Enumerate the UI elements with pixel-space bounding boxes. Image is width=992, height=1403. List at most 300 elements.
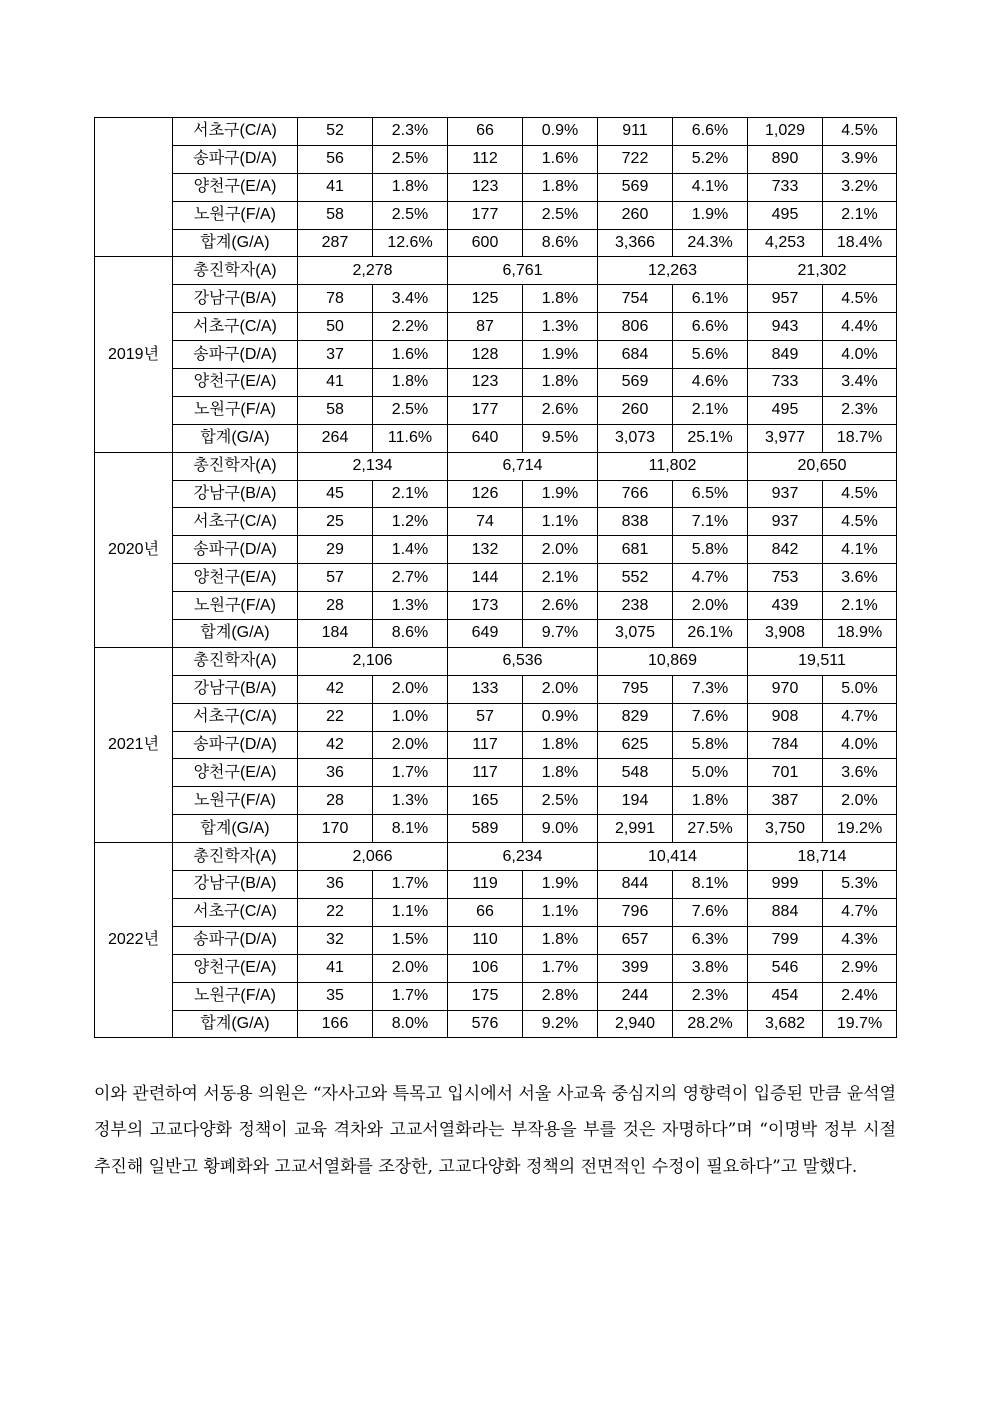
table-row (95, 536, 897, 564)
table-row (95, 871, 897, 899)
value-cell: 495 (748, 201, 823, 229)
value-cell: 56 (298, 145, 373, 173)
value-cell: 1.9% (673, 201, 748, 229)
table-row (95, 1010, 897, 1038)
value-cell: 45 (298, 480, 373, 508)
value-cell: 806 (598, 313, 673, 341)
value-cell: 4.0% (823, 341, 897, 369)
value-cell: 8.0% (373, 1010, 448, 1038)
value-cell: 26.1% (673, 620, 748, 648)
value-cell: 799 (748, 926, 823, 954)
value-cell: 19.2% (823, 815, 897, 843)
value-cell: 649 (448, 620, 523, 648)
value-cell: 908 (748, 703, 823, 731)
value-cell: 52 (298, 118, 373, 146)
district-label: 송파구(D/A) (173, 536, 298, 564)
value-cell: 2,940 (598, 1010, 673, 1038)
value-cell: 2.6% (523, 396, 598, 424)
total-label: 총진학자(A) (173, 843, 298, 871)
value-cell: 2.0% (823, 787, 897, 815)
body-paragraph: 이와 관련하여 서동용 의원은 “자사고와 특목고 입시에서 서울 사교육 중심지의 영향력이 입증된 만큼 윤석열 정부의 고교다양화 정책이 교육 격차와 고교서열화라는 부작용을 부를 것은 자명하다”며 “이명박 정부 시절 추진해 일반고 황폐화와 고교서열화를 조장한, 고교다양화 정책의 전면적인 수정이 필요하다”고 말했다. (94, 1084, 896, 1177)
total-label: 총진학자(A) (173, 452, 298, 480)
value-cell: 3,750 (748, 815, 823, 843)
value-cell: 18.7% (823, 424, 897, 452)
district-label: 양천구(E/A) (173, 759, 298, 787)
value-cell: 170 (298, 815, 373, 843)
district-label: 서초구(C/A) (173, 313, 298, 341)
value-cell: 842 (748, 536, 823, 564)
value-cell: 1.6% (523, 145, 598, 173)
value-cell: 722 (598, 145, 673, 173)
table-row (95, 731, 897, 759)
value-cell: 66 (448, 118, 523, 146)
value-cell: 6.3% (673, 926, 748, 954)
value-cell: 5.0% (673, 759, 748, 787)
value-cell: 11.6% (373, 424, 448, 452)
value-cell: 2,991 (598, 815, 673, 843)
value-cell: 884 (748, 898, 823, 926)
table-row (95, 815, 897, 843)
value-cell: 2.5% (373, 201, 448, 229)
value-cell: 733 (748, 369, 823, 397)
value-cell: 110 (448, 926, 523, 954)
total-value-cell: 2,278 (298, 257, 448, 285)
value-cell: 41 (298, 954, 373, 982)
value-cell: 1.8% (523, 173, 598, 201)
value-cell: 260 (598, 396, 673, 424)
value-cell: 126 (448, 480, 523, 508)
value-cell: 2.9% (823, 954, 897, 982)
value-cell: 1.8% (523, 369, 598, 397)
total-value-cell: 21,302 (748, 257, 897, 285)
total-value-cell: 10,414 (598, 843, 748, 871)
total-value-cell: 12,263 (598, 257, 748, 285)
value-cell: 2.5% (523, 787, 598, 815)
value-cell: 1.7% (373, 871, 448, 899)
table-row (95, 898, 897, 926)
value-cell: 42 (298, 675, 373, 703)
value-cell: 2.2% (373, 313, 448, 341)
value-cell: 19.7% (823, 1010, 897, 1038)
value-cell: 3.6% (823, 564, 897, 592)
district-label: 양천구(E/A) (173, 369, 298, 397)
value-cell: 36 (298, 759, 373, 787)
value-cell: 57 (298, 564, 373, 592)
value-cell: 2.0% (523, 675, 598, 703)
value-cell: 24.3% (673, 229, 748, 257)
value-cell: 943 (748, 313, 823, 341)
district-label: 송파구(D/A) (173, 731, 298, 759)
value-cell: 2.4% (823, 982, 897, 1010)
table-row (95, 564, 897, 592)
value-cell: 244 (598, 982, 673, 1010)
table-row (95, 145, 897, 173)
district-label: 노원구(F/A) (173, 592, 298, 620)
value-cell: 6.5% (673, 480, 748, 508)
value-cell: 890 (748, 145, 823, 173)
value-cell: 1.8% (523, 285, 598, 313)
value-cell: 2.5% (373, 145, 448, 173)
value-cell: 829 (598, 703, 673, 731)
value-cell: 8.6% (523, 229, 598, 257)
district-label: 양천구(E/A) (173, 564, 298, 592)
value-cell: 12.6% (373, 229, 448, 257)
value-cell: 112 (448, 145, 523, 173)
value-cell: 27.5% (673, 815, 748, 843)
value-cell: 1.5% (373, 926, 448, 954)
value-cell: 3.4% (373, 285, 448, 313)
value-cell: 3.8% (673, 954, 748, 982)
value-cell: 5.3% (823, 871, 897, 899)
value-cell: 1.2% (373, 508, 448, 536)
value-cell: 87 (448, 313, 523, 341)
value-cell: 753 (748, 564, 823, 592)
table-row (95, 787, 897, 815)
table-row (95, 229, 897, 257)
table-row (95, 285, 897, 313)
district-label: 송파구(D/A) (173, 145, 298, 173)
value-cell: 2.5% (373, 396, 448, 424)
value-cell: 1.3% (373, 787, 448, 815)
value-cell: 4.1% (823, 536, 897, 564)
value-cell: 25 (298, 508, 373, 536)
district-label: 노원구(F/A) (173, 396, 298, 424)
value-cell: 3,366 (598, 229, 673, 257)
value-cell: 1.8% (673, 787, 748, 815)
value-cell: 2.3% (373, 118, 448, 146)
district-label: 합계(G/A) (173, 620, 298, 648)
district-label: 강남구(B/A) (173, 285, 298, 313)
value-cell: 32 (298, 926, 373, 954)
value-cell: 1.6% (373, 341, 448, 369)
year-cell: 2021년 (95, 647, 173, 842)
value-cell: 1.3% (373, 592, 448, 620)
value-cell: 2.0% (673, 592, 748, 620)
total-value-cell: 6,536 (448, 647, 598, 675)
value-cell: 6.6% (673, 118, 748, 146)
value-cell: 42 (298, 731, 373, 759)
district-label: 강남구(B/A) (173, 675, 298, 703)
district-label: 송파구(D/A) (173, 341, 298, 369)
value-cell: 238 (598, 592, 673, 620)
district-label: 노원구(F/A) (173, 982, 298, 1010)
value-cell: 3,075 (598, 620, 673, 648)
value-cell: 2.0% (373, 731, 448, 759)
total-value-cell: 18,714 (748, 843, 897, 871)
table-row (95, 620, 897, 648)
value-cell: 1.9% (523, 341, 598, 369)
value-cell: 1.7% (523, 954, 598, 982)
value-cell: 173 (448, 592, 523, 620)
value-cell: 36 (298, 871, 373, 899)
district-label: 합계(G/A) (173, 424, 298, 452)
table-row (95, 341, 897, 369)
value-cell: 1.7% (373, 982, 448, 1010)
table-row (95, 954, 897, 982)
value-cell: 1.3% (523, 313, 598, 341)
value-cell: 1,029 (748, 118, 823, 146)
value-cell: 9.0% (523, 815, 598, 843)
value-cell: 2.3% (823, 396, 897, 424)
value-cell: 133 (448, 675, 523, 703)
value-cell: 1.8% (523, 731, 598, 759)
total-label: 총진학자(A) (173, 257, 298, 285)
value-cell: 2.0% (373, 954, 448, 982)
value-cell: 25.1% (673, 424, 748, 452)
table-row (95, 369, 897, 397)
value-cell: 7.1% (673, 508, 748, 536)
value-cell: 287 (298, 229, 373, 257)
total-value-cell: 11,802 (598, 452, 748, 480)
value-cell: 2.1% (823, 592, 897, 620)
value-cell: 6.1% (673, 285, 748, 313)
value-cell: 4.5% (823, 285, 897, 313)
value-cell: 9.5% (523, 424, 598, 452)
table-row (95, 675, 897, 703)
district-label: 강남구(B/A) (173, 480, 298, 508)
value-cell: 911 (598, 118, 673, 146)
table-row (95, 759, 897, 787)
total-value-cell: 6,234 (448, 843, 598, 871)
value-cell: 3.6% (823, 759, 897, 787)
value-cell: 600 (448, 229, 523, 257)
value-cell: 3.4% (823, 369, 897, 397)
value-cell: 4.1% (673, 173, 748, 201)
value-cell: 4.0% (823, 731, 897, 759)
value-cell: 4.5% (823, 480, 897, 508)
value-cell: 125 (448, 285, 523, 313)
value-cell: 106 (448, 954, 523, 982)
value-cell: 1.8% (523, 926, 598, 954)
value-cell: 1.8% (373, 369, 448, 397)
value-cell: 166 (298, 1010, 373, 1038)
value-cell: 4.4% (823, 313, 897, 341)
value-cell: 2.3% (673, 982, 748, 1010)
value-cell: 937 (748, 508, 823, 536)
value-cell: 0.9% (523, 118, 598, 146)
table-row (95, 926, 897, 954)
value-cell: 1.1% (373, 898, 448, 926)
total-value-cell: 6,761 (448, 257, 598, 285)
value-cell: 4.5% (823, 508, 897, 536)
value-cell: 4.6% (673, 369, 748, 397)
value-cell: 117 (448, 731, 523, 759)
district-label: 양천구(E/A) (173, 173, 298, 201)
value-cell: 2.1% (373, 480, 448, 508)
value-cell: 264 (298, 424, 373, 452)
district-label: 강남구(B/A) (173, 871, 298, 899)
value-cell: 552 (598, 564, 673, 592)
value-cell: 58 (298, 201, 373, 229)
table-row (95, 480, 897, 508)
value-cell: 4.7% (823, 898, 897, 926)
table-row (95, 396, 897, 424)
value-cell: 9.7% (523, 620, 598, 648)
value-cell: 3.2% (823, 173, 897, 201)
value-cell: 838 (598, 508, 673, 536)
year-cell (95, 118, 173, 257)
value-cell: 175 (448, 982, 523, 1010)
value-cell: 165 (448, 787, 523, 815)
table-row-total (95, 452, 897, 480)
value-cell: 1.8% (523, 759, 598, 787)
value-cell: 937 (748, 480, 823, 508)
value-cell: 546 (748, 954, 823, 982)
value-cell: 132 (448, 536, 523, 564)
value-cell: 795 (598, 675, 673, 703)
value-cell: 74 (448, 508, 523, 536)
district-label: 서초구(C/A) (173, 508, 298, 536)
table-row-total (95, 257, 897, 285)
value-cell: 7.3% (673, 675, 748, 703)
value-cell: 1.7% (373, 759, 448, 787)
value-cell: 1.9% (523, 480, 598, 508)
value-cell: 8.1% (373, 815, 448, 843)
value-cell: 2.1% (523, 564, 598, 592)
value-cell: 999 (748, 871, 823, 899)
value-cell: 5.0% (823, 675, 897, 703)
value-cell: 657 (598, 926, 673, 954)
total-value-cell: 20,650 (748, 452, 897, 480)
value-cell: 6.6% (673, 313, 748, 341)
value-cell: 1.0% (373, 703, 448, 731)
year-cell: 2022년 (95, 843, 173, 1038)
total-value-cell: 2,106 (298, 647, 448, 675)
value-cell: 2.8% (523, 982, 598, 1010)
district-label: 노원구(F/A) (173, 787, 298, 815)
value-cell: 184 (298, 620, 373, 648)
value-cell: 569 (598, 369, 673, 397)
total-value-cell: 19,511 (748, 647, 897, 675)
value-cell: 5.6% (673, 341, 748, 369)
value-cell: 194 (598, 787, 673, 815)
value-cell: 454 (748, 982, 823, 1010)
value-cell: 28.2% (673, 1010, 748, 1038)
value-cell: 144 (448, 564, 523, 592)
value-cell: 5.8% (673, 536, 748, 564)
table-row (95, 173, 897, 201)
district-label: 합계(G/A) (173, 229, 298, 257)
table-row (95, 703, 897, 731)
value-cell: 2.0% (373, 675, 448, 703)
table-row (95, 592, 897, 620)
value-cell: 4.7% (823, 703, 897, 731)
value-cell: 50 (298, 313, 373, 341)
value-cell: 957 (748, 285, 823, 313)
table-row-total (95, 647, 897, 675)
year-cell: 2020년 (95, 452, 173, 647)
district-label: 양천구(E/A) (173, 954, 298, 982)
value-cell: 1.4% (373, 536, 448, 564)
value-cell: 684 (598, 341, 673, 369)
value-cell: 57 (448, 703, 523, 731)
value-cell: 754 (598, 285, 673, 313)
value-cell: 37 (298, 341, 373, 369)
year-cell: 2019년 (95, 257, 173, 452)
value-cell: 29 (298, 536, 373, 564)
value-cell: 8.1% (673, 871, 748, 899)
value-cell: 28 (298, 787, 373, 815)
value-cell: 733 (748, 173, 823, 201)
table-row (95, 982, 897, 1010)
value-cell: 796 (598, 898, 673, 926)
value-cell: 9.2% (523, 1010, 598, 1038)
value-cell: 2.6% (523, 592, 598, 620)
district-label: 합계(G/A) (173, 1010, 298, 1038)
value-cell: 495 (748, 396, 823, 424)
value-cell: 3,977 (748, 424, 823, 452)
value-cell: 41 (298, 173, 373, 201)
statistics-table (94, 117, 897, 1038)
value-cell: 5.2% (673, 145, 748, 173)
value-cell: 4,253 (748, 229, 823, 257)
value-cell: 58 (298, 396, 373, 424)
value-cell: 1.1% (523, 898, 598, 926)
value-cell: 128 (448, 341, 523, 369)
value-cell: 569 (598, 173, 673, 201)
value-cell: 640 (448, 424, 523, 452)
value-cell: 177 (448, 201, 523, 229)
table-row (95, 201, 897, 229)
value-cell: 399 (598, 954, 673, 982)
total-value-cell: 2,066 (298, 843, 448, 871)
value-cell: 35 (298, 982, 373, 1010)
value-cell: 4.5% (823, 118, 897, 146)
table-row-total (95, 843, 897, 871)
value-cell: 970 (748, 675, 823, 703)
district-label: 서초구(C/A) (173, 118, 298, 146)
district-label: 서초구(C/A) (173, 703, 298, 731)
value-cell: 576 (448, 1010, 523, 1038)
value-cell: 1.8% (373, 173, 448, 201)
value-cell: 7.6% (673, 898, 748, 926)
value-cell: 41 (298, 369, 373, 397)
value-cell: 849 (748, 341, 823, 369)
value-cell: 0.9% (523, 703, 598, 731)
value-cell: 387 (748, 787, 823, 815)
value-cell: 66 (448, 898, 523, 926)
value-cell: 4.3% (823, 926, 897, 954)
value-cell: 2.1% (823, 201, 897, 229)
value-cell: 123 (448, 173, 523, 201)
value-cell: 784 (748, 731, 823, 759)
table-row (95, 118, 897, 146)
value-cell: 2.7% (373, 564, 448, 592)
value-cell: 22 (298, 898, 373, 926)
value-cell: 625 (598, 731, 673, 759)
value-cell: 78 (298, 285, 373, 313)
value-cell: 1.1% (523, 508, 598, 536)
value-cell: 439 (748, 592, 823, 620)
value-cell: 3.9% (823, 145, 897, 173)
value-cell: 28 (298, 592, 373, 620)
value-cell: 260 (598, 201, 673, 229)
value-cell: 844 (598, 871, 673, 899)
total-value-cell: 6,714 (448, 452, 598, 480)
value-cell: 5.8% (673, 731, 748, 759)
value-cell: 117 (448, 759, 523, 787)
district-label: 송파구(D/A) (173, 926, 298, 954)
value-cell: 3,682 (748, 1010, 823, 1038)
value-cell: 123 (448, 369, 523, 397)
value-cell: 22 (298, 703, 373, 731)
table-row (95, 508, 897, 536)
value-cell: 589 (448, 815, 523, 843)
table-row (95, 424, 897, 452)
value-cell: 1.9% (523, 871, 598, 899)
value-cell: 4.7% (673, 564, 748, 592)
value-cell: 3,908 (748, 620, 823, 648)
